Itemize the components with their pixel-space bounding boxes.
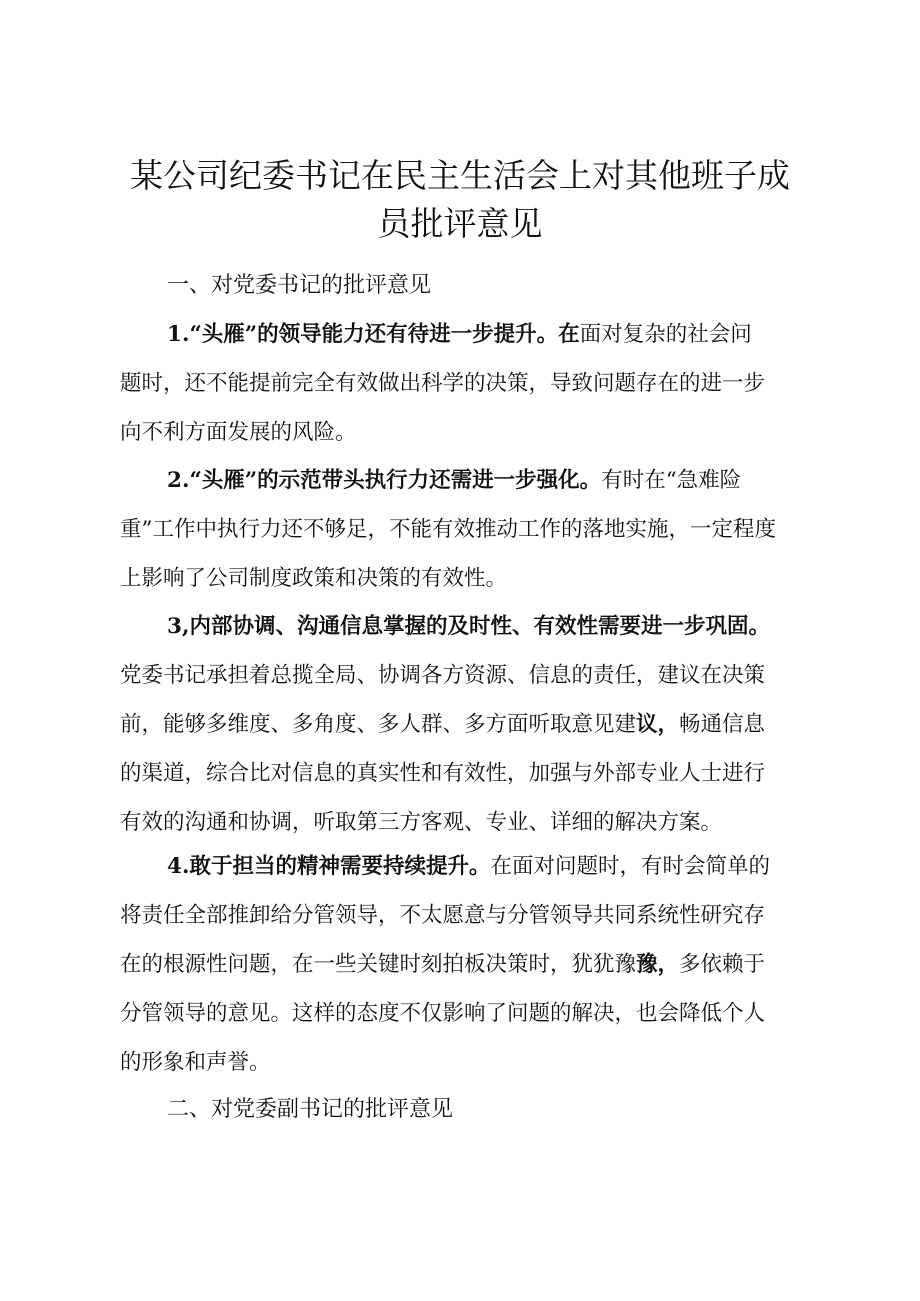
paragraph-1: [120, 310, 820, 457]
paragraph-1-line-2: 题时，还不能提前完全有效做出科学的决策，导致问题存在的进一步: [120, 371, 766, 396]
section-heading-2: 二、对党委副书记的批评意见: [167, 1097, 454, 1122]
title-line-1: 某公司纪委书记在民主生活会上对其他班子成: [130, 156, 790, 195]
paragraph-2-heading: 2.“头雁”的示范带头执行力还需进一步强化。: [167, 468, 602, 493]
paragraph-3-line-3-b: 议，: [636, 712, 680, 737]
paragraph-3-heading: 3,内部协调、沟通信息掌握的及时性、有效性需要进一步巩固。: [167, 614, 770, 639]
paragraph-4-heading: 4.敢于担当的精神需要持续提升。: [167, 854, 491, 879]
paragraph-2-line-2: 重”工作中执行力还不够足，不能有效推动工作的落地实施，一定程度: [120, 517, 776, 542]
paragraph-3-line-3-a: 前，能够多维度、多角度、多人群、多方面听取意见建: [120, 712, 637, 737]
paragraph-1-line-1: [120, 310, 820, 359]
paragraph-4: [120, 842, 820, 1087]
paragraph-1-text: 面对复杂的社会问: [579, 322, 752, 347]
paragraph-4-text: 在面对问题时，有时会简单的: [490, 854, 770, 879]
paragraph-3: [120, 602, 820, 847]
paragraph-3-line-5: 有效的沟通和协调，听取第三方客观、专业、详细的解决方案。: [120, 810, 723, 835]
paragraph-4-line-2: 将责任全部推卸给分管领导，不太愿意与分管领导共同系统性研究存: [120, 903, 766, 928]
paragraph-1-heading: 1.“头雁”的领导能力还有待进一步提升。在: [167, 322, 580, 347]
paragraph-1-line-3: 向不利方面发展的风险。: [120, 420, 357, 445]
paragraph-4-line-3-a: 在的根源性问题，在一些关键时刻拍板决策时，犹犹豫: [120, 952, 637, 977]
paragraph-2-text: 有时在“急难险: [601, 468, 742, 493]
title-line-2: 员批评意见: [377, 204, 543, 243]
paragraph-2: [120, 456, 820, 603]
paragraph-3-line-4: 的渠道，综合比对信息的真实性和有效性，加强与外部专业人士进行: [120, 761, 766, 786]
paragraph-3-line-2: 党委书记承担着总揽全局、协调各方资源、信息的责任，建议在决策: [120, 663, 766, 688]
section-heading-1: 一、对党委书记的批评意见: [167, 273, 432, 298]
paragraph-2-line-3: 上影响了公司制度政策和决策的有效性。: [120, 566, 508, 591]
document-title: [100, 152, 820, 248]
paragraph-3-line-3: [120, 700, 820, 749]
paragraph-4-line-3-c: 多依赖于: [679, 952, 766, 977]
paragraph-2-line-1: [120, 456, 820, 505]
paragraph-4-line-1: [120, 842, 820, 891]
paragraph-3-line-3-c: 畅通信息: [679, 712, 766, 737]
paragraph-4-line-3: [120, 940, 820, 989]
paragraph-4-line-5: 的形象和声誉。: [120, 1050, 271, 1075]
paragraph-4-line-4: 分管领导的意见。这样的态度不仅影响了问题的解决，也会降低个人: [120, 1001, 766, 1026]
paragraph-4-line-3-b: 豫，: [636, 952, 680, 977]
